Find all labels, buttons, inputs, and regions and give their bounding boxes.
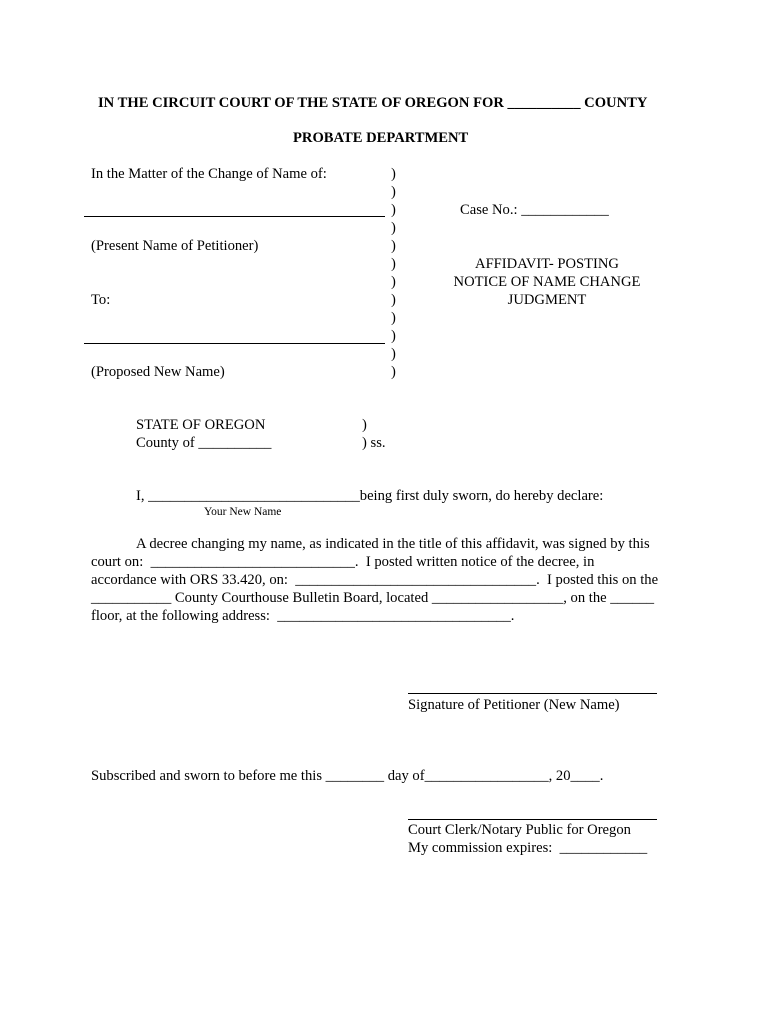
petitioner-signature-line[interactable] — [408, 693, 657, 694]
jurat-text[interactable]: Subscribed and sworn to before me this ________ day of_________________, 20____. — [91, 768, 604, 784]
paren: ) — [391, 328, 396, 344]
case-number[interactable]: Case No.: ____________ — [460, 202, 609, 218]
paren: ) — [391, 220, 396, 236]
department-title: PROBATE DEPARTMENT — [293, 130, 469, 146]
notary-signature-line[interactable] — [408, 819, 657, 820]
document-title-line3: JUDGMENT — [507, 292, 587, 308]
body-line-4[interactable]: ___________ County Courthouse Bulletin Board, located __________________, on the ______ — [91, 590, 655, 606]
document-title-line2: NOTICE OF NAME CHANGE — [453, 274, 641, 290]
court-title: IN THE CIRCUIT COURT OF THE STATE OF OREGON FOR __________ COUNTY — [98, 95, 648, 111]
paren: ) — [391, 274, 396, 290]
new-name-sublabel: Your New Name — [204, 506, 282, 518]
declaration-line[interactable]: I, _____________________________being first duly sworn, do hereby declare: — [136, 488, 604, 504]
venue-county[interactable]: County of __________ — [136, 435, 272, 451]
present-name-line[interactable] — [84, 216, 385, 217]
venue-state: STATE OF OREGON — [136, 417, 266, 433]
body-line-1: A decree changing my name, as indicated in the title of this affidavit, was signed by this — [136, 536, 650, 552]
proposed-name-line[interactable] — [84, 343, 385, 344]
paren: ) — [391, 346, 396, 362]
body-line-2[interactable]: court on: ____________________________. I posted written notice of the decree, in — [91, 554, 595, 570]
venue-ss: ) ss. — [362, 435, 386, 451]
paren: ) — [391, 256, 396, 272]
paren: ) — [391, 202, 396, 218]
petitioner-signature-label: Signature of Petitioner (New Name) — [408, 697, 620, 713]
commission-expires[interactable]: My commission expires: ____________ — [408, 840, 648, 856]
to-label: To: — [91, 292, 111, 308]
body-line-5[interactable]: floor, at the following address: ________________________________. — [91, 608, 515, 624]
paren: ) — [391, 184, 396, 200]
paren: ) — [391, 238, 396, 254]
proposed-name-label: (Proposed New Name) — [91, 364, 225, 380]
notary-label: Court Clerk/Notary Public for Oregon — [408, 822, 631, 838]
paren: ) — [391, 310, 396, 326]
paren: ) — [391, 292, 396, 308]
body-line-3[interactable]: accordance with ORS 33.420, on: _________________________________. I posted this on the — [91, 572, 659, 588]
paren: ) — [391, 166, 396, 182]
matter-label: In the Matter of the Change of Name of: — [91, 166, 327, 182]
paren: ) — [391, 364, 396, 380]
venue-paren: ) — [362, 417, 367, 433]
document-title-line1: AFFIDAVIT- POSTING — [475, 256, 619, 272]
present-name-label: (Present Name of Petitioner) — [91, 238, 259, 254]
